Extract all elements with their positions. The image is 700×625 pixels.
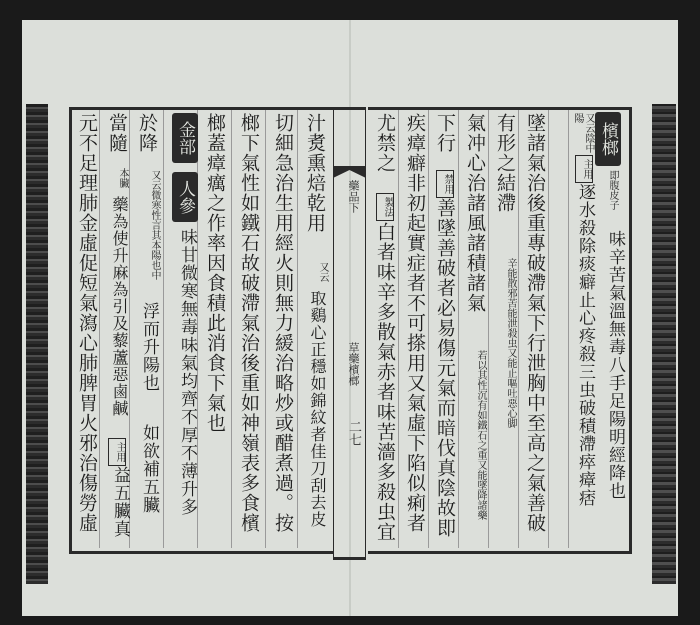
- column-rule: [518, 110, 519, 548]
- text-column: 榔蓋瘴癘之作率因食積此消食下氣也: [204, 113, 226, 433]
- text-column: 疾瘴癖非初起實症者不可搽用又氣虛下陷似痢者: [404, 113, 426, 533]
- entry-heading-renshen: 人參: [172, 172, 198, 222]
- column-rule: [428, 110, 429, 548]
- inline-note: 又云陰中陽: [572, 113, 594, 153]
- text-column: 善墜善破者必易傷元氣而暗伐真陰故即: [434, 198, 456, 538]
- center-gutter: [333, 107, 366, 560]
- text-column: 浮而升陽也: [139, 302, 159, 392]
- column-rule: [458, 110, 459, 548]
- section-heading-jinbu: 金部: [172, 113, 198, 163]
- label-box-zhuyong: 主用: [108, 438, 126, 466]
- text-column: 汁煑熏焙乾用: [304, 113, 326, 233]
- column-rule: [568, 110, 569, 548]
- label-box-zhuyong: 主用: [575, 155, 593, 183]
- entry-heading-note: 即腹皮子: [607, 170, 618, 210]
- text-column: 於降: [136, 113, 158, 153]
- text-column: 榔下氣性如鐵石故破滯氣治後重如神嶺表多食檳: [238, 113, 260, 533]
- inline-note: 若以其性沉有如鐵石之重又能墜降諸藥: [475, 350, 486, 520]
- text-column: 取鷄心正穩如錦紋者佳刀刮去皮: [308, 290, 327, 528]
- gutter-title: 藥品下: [347, 180, 360, 213]
- text-column: 藥為使升麻為引及藜蘆惡鹵鹹: [110, 196, 129, 417]
- text-column: 元不足理肺金虛促短氣瀉心肺脾胃火邪治傷勞虛: [76, 113, 98, 533]
- column-rule: [548, 110, 549, 548]
- text-column: 氣冲心治諸風諸積諸氣: [464, 113, 486, 313]
- column-rule: [488, 110, 489, 548]
- label-box-jinyong: 禁用: [436, 170, 454, 198]
- text-column: 尤禁之: [374, 113, 396, 173]
- text-column: 墜諸氣治後重專破滯氣下行泄胸中至高之氣善破: [524, 113, 546, 533]
- fishtail-top-icon: [333, 166, 366, 178]
- text-column: 有形之結滯: [494, 113, 516, 213]
- column-rule: [265, 110, 266, 548]
- text-column: 味辛苦氣溫無毒八手足陽明經降也: [605, 230, 625, 500]
- inline-note: 又云微寒性言其本陽也中: [149, 170, 160, 280]
- inline-note: 本臟: [117, 168, 128, 188]
- label-box-zhifa: 製法: [376, 193, 394, 221]
- column-rule: [163, 110, 164, 548]
- text-column: 逐水殺除痰癖止心疼殺三虫破積滯瘁瘴痞: [575, 183, 595, 507]
- column-rule: [398, 110, 399, 548]
- text-column: 白者味辛多散氣赤者味苦濇多殺虫宜: [374, 222, 396, 542]
- column-rule: [231, 110, 232, 548]
- inline-note: 辛能散邪苦能泄殺虫又能止嘔吐惡心脚: [505, 258, 516, 428]
- text-column: 切細急治生用經火則無力緩治略炒或醋煮過。按: [272, 113, 294, 533]
- text-column: 味甘微寒無毒味氣均齊不厚不薄升多: [177, 228, 197, 516]
- text-column: 益五臟真: [110, 466, 130, 538]
- inline-note: 又云: [317, 262, 328, 282]
- column-rule: [297, 110, 298, 548]
- text-column: 如欲補五臟: [139, 424, 159, 514]
- wood-grain-left: [26, 104, 48, 584]
- text-column: 當隨: [106, 113, 128, 153]
- gutter-section: 草藥檳榔: [347, 342, 360, 386]
- entry-heading: 檳榔: [595, 112, 621, 166]
- wood-grain-right: [652, 104, 676, 584]
- text-column: 下行: [434, 113, 456, 153]
- page-number: 二七: [346, 420, 361, 446]
